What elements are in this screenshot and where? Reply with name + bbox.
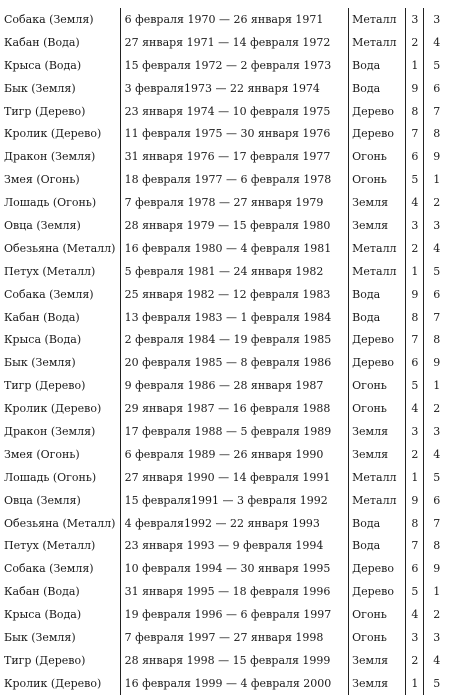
date-range-cell: 27 января 1971 — 14 февраля 1972 <box>120 31 349 54</box>
number-cell-2: 8 <box>433 333 441 347</box>
number-cell-1: 1 <box>406 466 424 489</box>
animal-cell: Кабан (Вода) <box>2 580 120 603</box>
date-range-cell: 29 января 1987 — 16 февраля 1988 <box>120 397 349 420</box>
table-row <box>2 260 449 283</box>
number-cell-2: 8 <box>433 539 441 553</box>
number-cell-1: 2 <box>406 443 424 466</box>
number-cell-1: 3 <box>406 626 424 649</box>
number-cell-1: 6 <box>406 557 424 580</box>
animal-cell: Собака (Земля) <box>2 557 120 580</box>
number-cell-1: 4 <box>406 603 424 626</box>
table-body <box>2 8 449 695</box>
element-cell: Дерево <box>349 122 406 145</box>
animal-cell: Петух (Металл) <box>2 260 120 283</box>
number-cell-2: 9 <box>433 150 441 164</box>
table-row <box>2 237 449 260</box>
date-range-cell: 31 января 1995 — 18 февраля 1996 <box>120 580 349 603</box>
number-cell-1: 4 <box>406 397 424 420</box>
element-cell: Вода <box>349 54 406 77</box>
table-row <box>2 31 449 54</box>
animal-cell: Собака (Земля) <box>2 8 120 31</box>
number-cell-2: 6 <box>433 81 441 95</box>
animal-cell: Крыса (Вода) <box>2 54 120 77</box>
element-cell: Земля <box>349 191 406 214</box>
date-range-cell: 13 февраля 1983 — 1 февраля 1984 <box>120 306 349 329</box>
number-cell-2: 2 <box>433 196 441 210</box>
element-cell: Огонь <box>349 168 406 191</box>
date-range-cell: 2 февраля 1984 — 19 февраля 1985 <box>120 328 349 351</box>
date-range-cell: 15 февраля1991 — 3 февраля 1992 <box>120 489 349 512</box>
number-cell-2: 2 <box>433 402 441 416</box>
element-cell: Огонь <box>349 397 406 420</box>
table-row <box>2 420 449 443</box>
animal-cell: Крыса (Вода) <box>2 603 120 626</box>
number-cell-1: 2 <box>406 31 424 54</box>
number-cell-2: 1 <box>433 173 441 187</box>
animal-cell: Лошадь (Огонь) <box>2 466 120 489</box>
date-range-cell: 6 февраля 1989 — 26 января 1990 <box>120 443 349 466</box>
number-cell-2: 4 <box>433 653 441 667</box>
table-row <box>2 672 449 695</box>
animal-cell: Обезьяна (Металл) <box>2 237 120 260</box>
element-cell: Дерево <box>349 100 406 123</box>
number-cell-1: 5 <box>406 580 424 603</box>
animal-cell: Бык (Земля) <box>2 351 120 374</box>
element-cell: Земля <box>349 672 406 695</box>
number-cell-2: 7 <box>433 516 441 530</box>
date-range-cell: 9 февраля 1986 — 28 января 1987 <box>120 374 349 397</box>
table-row <box>2 603 449 626</box>
number-cell-1: 6 <box>406 351 424 374</box>
date-range-cell: 7 февраля 1997 — 27 января 1998 <box>120 626 349 649</box>
date-range-cell: 7 февраля 1978 — 27 января 1979 <box>120 191 349 214</box>
date-range-cell: 5 февраля 1981 — 24 января 1982 <box>120 260 349 283</box>
table-row <box>2 214 449 237</box>
number-cell-1: 7 <box>406 122 424 145</box>
table-row <box>2 77 449 100</box>
element-cell: Металл <box>349 489 406 512</box>
number-cell-2: 3 <box>433 630 441 644</box>
element-cell: Дерево <box>349 328 406 351</box>
number-cell-1: 5 <box>406 168 424 191</box>
number-cell-1: 4 <box>406 191 424 214</box>
table-row <box>2 283 449 306</box>
animal-cell: Обезьяна (Металл) <box>2 512 120 535</box>
date-range-cell: 23 января 1974 — 10 февраля 1975 <box>120 100 349 123</box>
number-cell-2: 5 <box>433 470 441 484</box>
number-cell-1: 7 <box>406 328 424 351</box>
table-row <box>2 534 449 557</box>
animal-cell: Овца (Земля) <box>2 214 120 237</box>
date-range-cell: 16 февраля 1999 — 4 февраля 2000 <box>120 672 349 695</box>
element-cell: Дерево <box>349 557 406 580</box>
element-cell: Вода <box>349 534 406 557</box>
table-row <box>2 374 449 397</box>
number-cell-1: 1 <box>406 54 424 77</box>
element-cell: Металл <box>349 260 406 283</box>
number-cell-1: 7 <box>406 534 424 557</box>
element-cell: Огонь <box>349 145 406 168</box>
animal-cell: Бык (Земля) <box>2 77 120 100</box>
animal-cell: Змея (Огонь) <box>2 443 120 466</box>
number-cell-1: 3 <box>406 8 424 31</box>
number-cell-1: 9 <box>406 283 424 306</box>
table-row <box>2 557 449 580</box>
table-row <box>2 443 449 466</box>
element-cell: Земля <box>349 420 406 443</box>
animal-cell: Кабан (Вода) <box>2 306 120 329</box>
table-row <box>2 8 449 31</box>
number-cell-1: 8 <box>406 306 424 329</box>
element-cell: Земля <box>349 214 406 237</box>
number-cell-1: 5 <box>406 374 424 397</box>
number-cell-2: 2 <box>433 608 441 622</box>
animal-cell: Кролик (Дерево) <box>2 672 120 695</box>
table-row <box>2 328 449 351</box>
number-cell-2: 8 <box>433 127 441 141</box>
number-cell-1: 2 <box>406 237 424 260</box>
number-cell-2: 9 <box>433 356 441 370</box>
date-range-cell: 17 февраля 1988 — 5 февраля 1989 <box>120 420 349 443</box>
table-row <box>2 580 449 603</box>
date-range-cell: 10 февраля 1994 — 30 января 1995 <box>120 557 349 580</box>
animal-cell: Тигр (Дерево) <box>2 100 120 123</box>
number-cell-1: 6 <box>406 145 424 168</box>
number-cell-2: 6 <box>433 287 441 301</box>
number-cell-1: 1 <box>406 260 424 283</box>
table-row <box>2 54 449 77</box>
table-row <box>2 168 449 191</box>
number-cell-2: 3 <box>433 424 441 438</box>
number-cell-2: 1 <box>433 585 441 599</box>
number-cell-2: 3 <box>433 218 441 232</box>
element-cell: Огонь <box>349 626 406 649</box>
element-cell: Земля <box>349 649 406 672</box>
date-range-cell: 28 января 1979 — 15 февраля 1980 <box>120 214 349 237</box>
animal-cell: Змея (Огонь) <box>2 168 120 191</box>
date-range-cell: 6 февраля 1970 — 26 января 1971 <box>120 8 349 31</box>
animal-cell: Кролик (Дерево) <box>2 122 120 145</box>
element-cell: Дерево <box>349 580 406 603</box>
animal-cell: Дракон (Земля) <box>2 420 120 443</box>
table-row <box>2 351 449 374</box>
element-cell: Дерево <box>349 351 406 374</box>
number-cell-2: 5 <box>433 676 441 690</box>
number-cell-1: 3 <box>406 420 424 443</box>
animal-cell: Крыса (Вода) <box>2 328 120 351</box>
number-cell-2: 3 <box>433 12 441 26</box>
number-cell-1: 9 <box>406 489 424 512</box>
date-range-cell: 16 февраля 1980 — 4 февраля 1981 <box>120 237 349 260</box>
animal-cell: Собака (Земля) <box>2 283 120 306</box>
element-cell: Металл <box>349 8 406 31</box>
number-cell-1: 9 <box>406 77 424 100</box>
element-cell: Вода <box>349 283 406 306</box>
animal-cell: Тигр (Дерево) <box>2 374 120 397</box>
number-cell-1: 8 <box>406 100 424 123</box>
table-row <box>2 100 449 123</box>
element-cell: Огонь <box>349 603 406 626</box>
element-cell: Металл <box>349 31 406 54</box>
animal-cell: Тигр (Дерево) <box>2 649 120 672</box>
date-range-cell: 4 февраля1992 — 22 января 1993 <box>120 512 349 535</box>
table-row <box>2 306 449 329</box>
table-row <box>2 489 449 512</box>
element-cell: Вода <box>349 512 406 535</box>
number-cell-1: 8 <box>406 512 424 535</box>
number-cell-2: 5 <box>433 58 441 72</box>
number-cell-2: 7 <box>433 104 441 118</box>
table-row <box>2 145 449 168</box>
number-cell-2: 1 <box>433 379 441 393</box>
animal-cell: Овца (Земля) <box>2 489 120 512</box>
element-cell: Земля <box>349 443 406 466</box>
date-range-cell: 15 февраля 1972 — 2 февраля 1973 <box>120 54 349 77</box>
table-row <box>2 397 449 420</box>
table-row <box>2 122 449 145</box>
number-cell-1: 2 <box>406 649 424 672</box>
animal-cell: Кабан (Вода) <box>2 31 120 54</box>
table-row <box>2 512 449 535</box>
date-range-cell: 11 февраля 1975 — 30 января 1976 <box>120 122 349 145</box>
number-cell-2: 4 <box>433 241 441 255</box>
table-row <box>2 649 449 672</box>
number-cell-2: 5 <box>433 264 441 278</box>
element-cell: Металл <box>349 466 406 489</box>
date-range-cell: 18 февраля 1977 — 6 февраля 1978 <box>120 168 349 191</box>
animal-cell: Лошадь (Огонь) <box>2 191 120 214</box>
table-row <box>2 191 449 214</box>
number-cell-2: 7 <box>433 310 441 324</box>
date-range-cell: 3 февраля1973 — 22 января 1974 <box>120 77 349 100</box>
number-cell-2: 6 <box>433 493 441 507</box>
number-cell-1: 1 <box>406 672 424 695</box>
table-row <box>2 466 449 489</box>
zodiac-year-table <box>2 8 449 695</box>
animal-cell: Петух (Металл) <box>2 534 120 557</box>
date-range-cell: 31 января 1976 — 17 февраля 1977 <box>120 145 349 168</box>
number-cell-2: 4 <box>433 447 441 461</box>
number-cell-2: 4 <box>433 35 441 49</box>
number-cell-1: 3 <box>406 214 424 237</box>
date-range-cell: 25 января 1982 — 12 февраля 1983 <box>120 283 349 306</box>
animal-cell: Дракон (Земля) <box>2 145 120 168</box>
animal-cell: Кролик (Дерево) <box>2 397 120 420</box>
animal-cell: Бык (Земля) <box>2 626 120 649</box>
table-row <box>2 626 449 649</box>
element-cell: Огонь <box>349 374 406 397</box>
date-range-cell: 23 января 1993 — 9 февраля 1994 <box>120 534 349 557</box>
element-cell: Вода <box>349 77 406 100</box>
date-range-cell: 19 февраля 1996 — 6 февраля 1997 <box>120 603 349 626</box>
number-cell-2: 9 <box>433 562 441 576</box>
element-cell: Вода <box>349 306 406 329</box>
element-cell: Металл <box>349 237 406 260</box>
date-range-cell: 27 января 1990 — 14 февраля 1991 <box>120 466 349 489</box>
date-range-cell: 20 февраля 1985 — 8 февраля 1986 <box>120 351 349 374</box>
date-range-cell: 28 января 1998 — 15 февраля 1999 <box>120 649 349 672</box>
